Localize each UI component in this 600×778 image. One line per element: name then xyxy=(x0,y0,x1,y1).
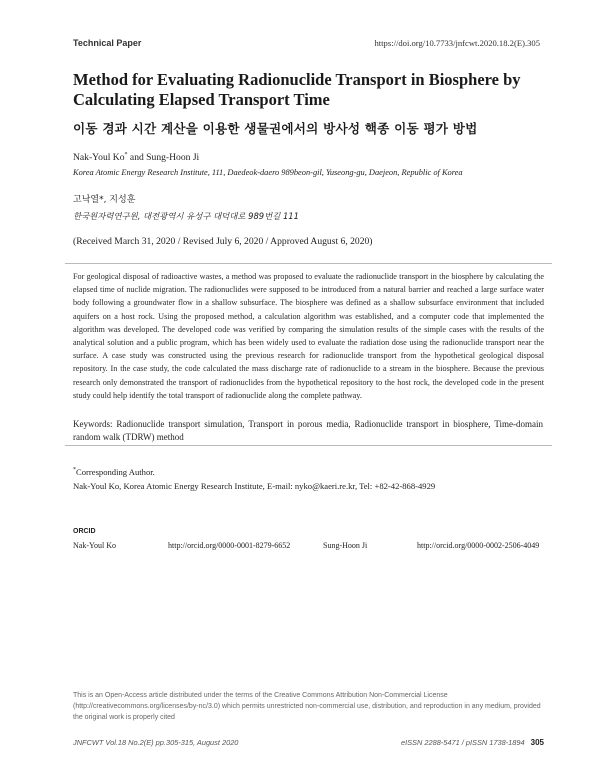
authors-korean: 고낙열*, 지성훈 xyxy=(73,195,136,205)
affiliation-korean: 한국원자력연구원, 대전광역시 유성구 대덕대로 989번길 111 xyxy=(73,211,299,221)
doi-link[interactable]: https://doi.org/10.7733/jnfcwt.2020.18.2(E).305 xyxy=(374,38,540,48)
orcid-name-1: Nak-Youl Ko xyxy=(73,541,116,550)
author-names-rest: and Sung-Hoon Ji xyxy=(127,152,200,164)
corresponding-asterisk: * xyxy=(73,467,76,474)
section-label: Technical Paper xyxy=(73,38,142,48)
paper-title-korean: 이동 경과 시간 계산을 이용한 생물권에서의 방사성 핵종 이동 평가 방법 xyxy=(73,121,478,136)
corresponding-author-label xyxy=(73,467,155,477)
issn-and-page xyxy=(401,738,544,747)
received-dates: (Received March 31, 2020 / Revised July 6, 2020 / Approved August 6, 2020) xyxy=(73,236,373,247)
corresponding-mark: * xyxy=(124,152,128,158)
paper-title-english: Method for Evaluating Radionuclide Transport in Biosphere by Calculating Elapsed Transport Time xyxy=(73,70,521,109)
affiliation-english: Korea Atomic Energy Research Institute, 111, Daedeok-daero 989beon-gil, Yuseong-gu, Daejeon, Republic of Korea xyxy=(73,168,463,177)
orcid-link-2[interactable]: http://orcid.org/0000-0002-2506-4049 xyxy=(417,541,540,550)
keywords: Keywords: Radionuclide transport simulation, Transport in porous media, Radionuclide transport in biosphere, Time-domain random walk (TDRW) method xyxy=(73,419,543,442)
abstract-text: For geological disposal of radioactive wastes, a method was proposed to evaluate the radionuclide transport in the biosphere by calculating the elapsed time of nuclide migration. The radionuclides were supposed to be introduced from a natural barrier and reached a large surface water body following a groundwater flow in a shallow subsurface. The biosphere was defined as a shallow subsurface environment that included aquifers on a host rock. Using the proposed method, a calculation algorithm was established, and a computer code that implemented the algorithm was developed. The developed code was verified by comparing the simulation results of the simple cases with the results of the analytical solution and a public program, which has been widely used to evaluate the radiation dose using the radionuclide transport near the surface. A case study was constructed using the previous research for radionuclide transport from the hypothetical geological disposal repository. In the case study, the code calculated the mass discharge rate of radionuclide to a stream in the biosphere. Because the previous research only demonstrated the transport of radionuclides from the hypothetical repository to the host rock, the developed code in the present study could help identify the total transport of radionuclide along the complete pathway. xyxy=(73,272,544,400)
issn-info: eISSN 2288-5471 / pISSN 1738-1894 xyxy=(400,738,525,747)
authors-english xyxy=(73,152,199,163)
page-number: 305 xyxy=(530,738,544,747)
corresponding-label-text: Corresponding Author. xyxy=(76,467,155,477)
journal-info: JNFCWT Vol.18 No.2(E) pp.305-315, August 2020 xyxy=(73,738,239,747)
orcid-name-2: Sung-Hoon Ji xyxy=(323,541,368,550)
license-notice: This is an Open-Access article distributed under the terms of the Creative Commons Attribution Non-Commercial License (http://creativecommons.org/licenses/by-nc/3.0) which permits unrestricted non-commercial use, distribution, and reproduction in any medium, provided the original work is properly cited xyxy=(73,692,541,721)
orcid-link-1[interactable]: http://orcid.org/0000-0001-8279-6652 xyxy=(168,541,291,550)
orcid-label: ORCID xyxy=(73,528,96,535)
corresponding-author-details: Nak-Youl Ko, Korea Atomic Energy Research Institute, E-mail: nyko@kaeri.re.kr, Tel: +82-42-868-4929 xyxy=(73,481,436,491)
author-name-1: Nak-Youl Ko xyxy=(73,152,125,164)
